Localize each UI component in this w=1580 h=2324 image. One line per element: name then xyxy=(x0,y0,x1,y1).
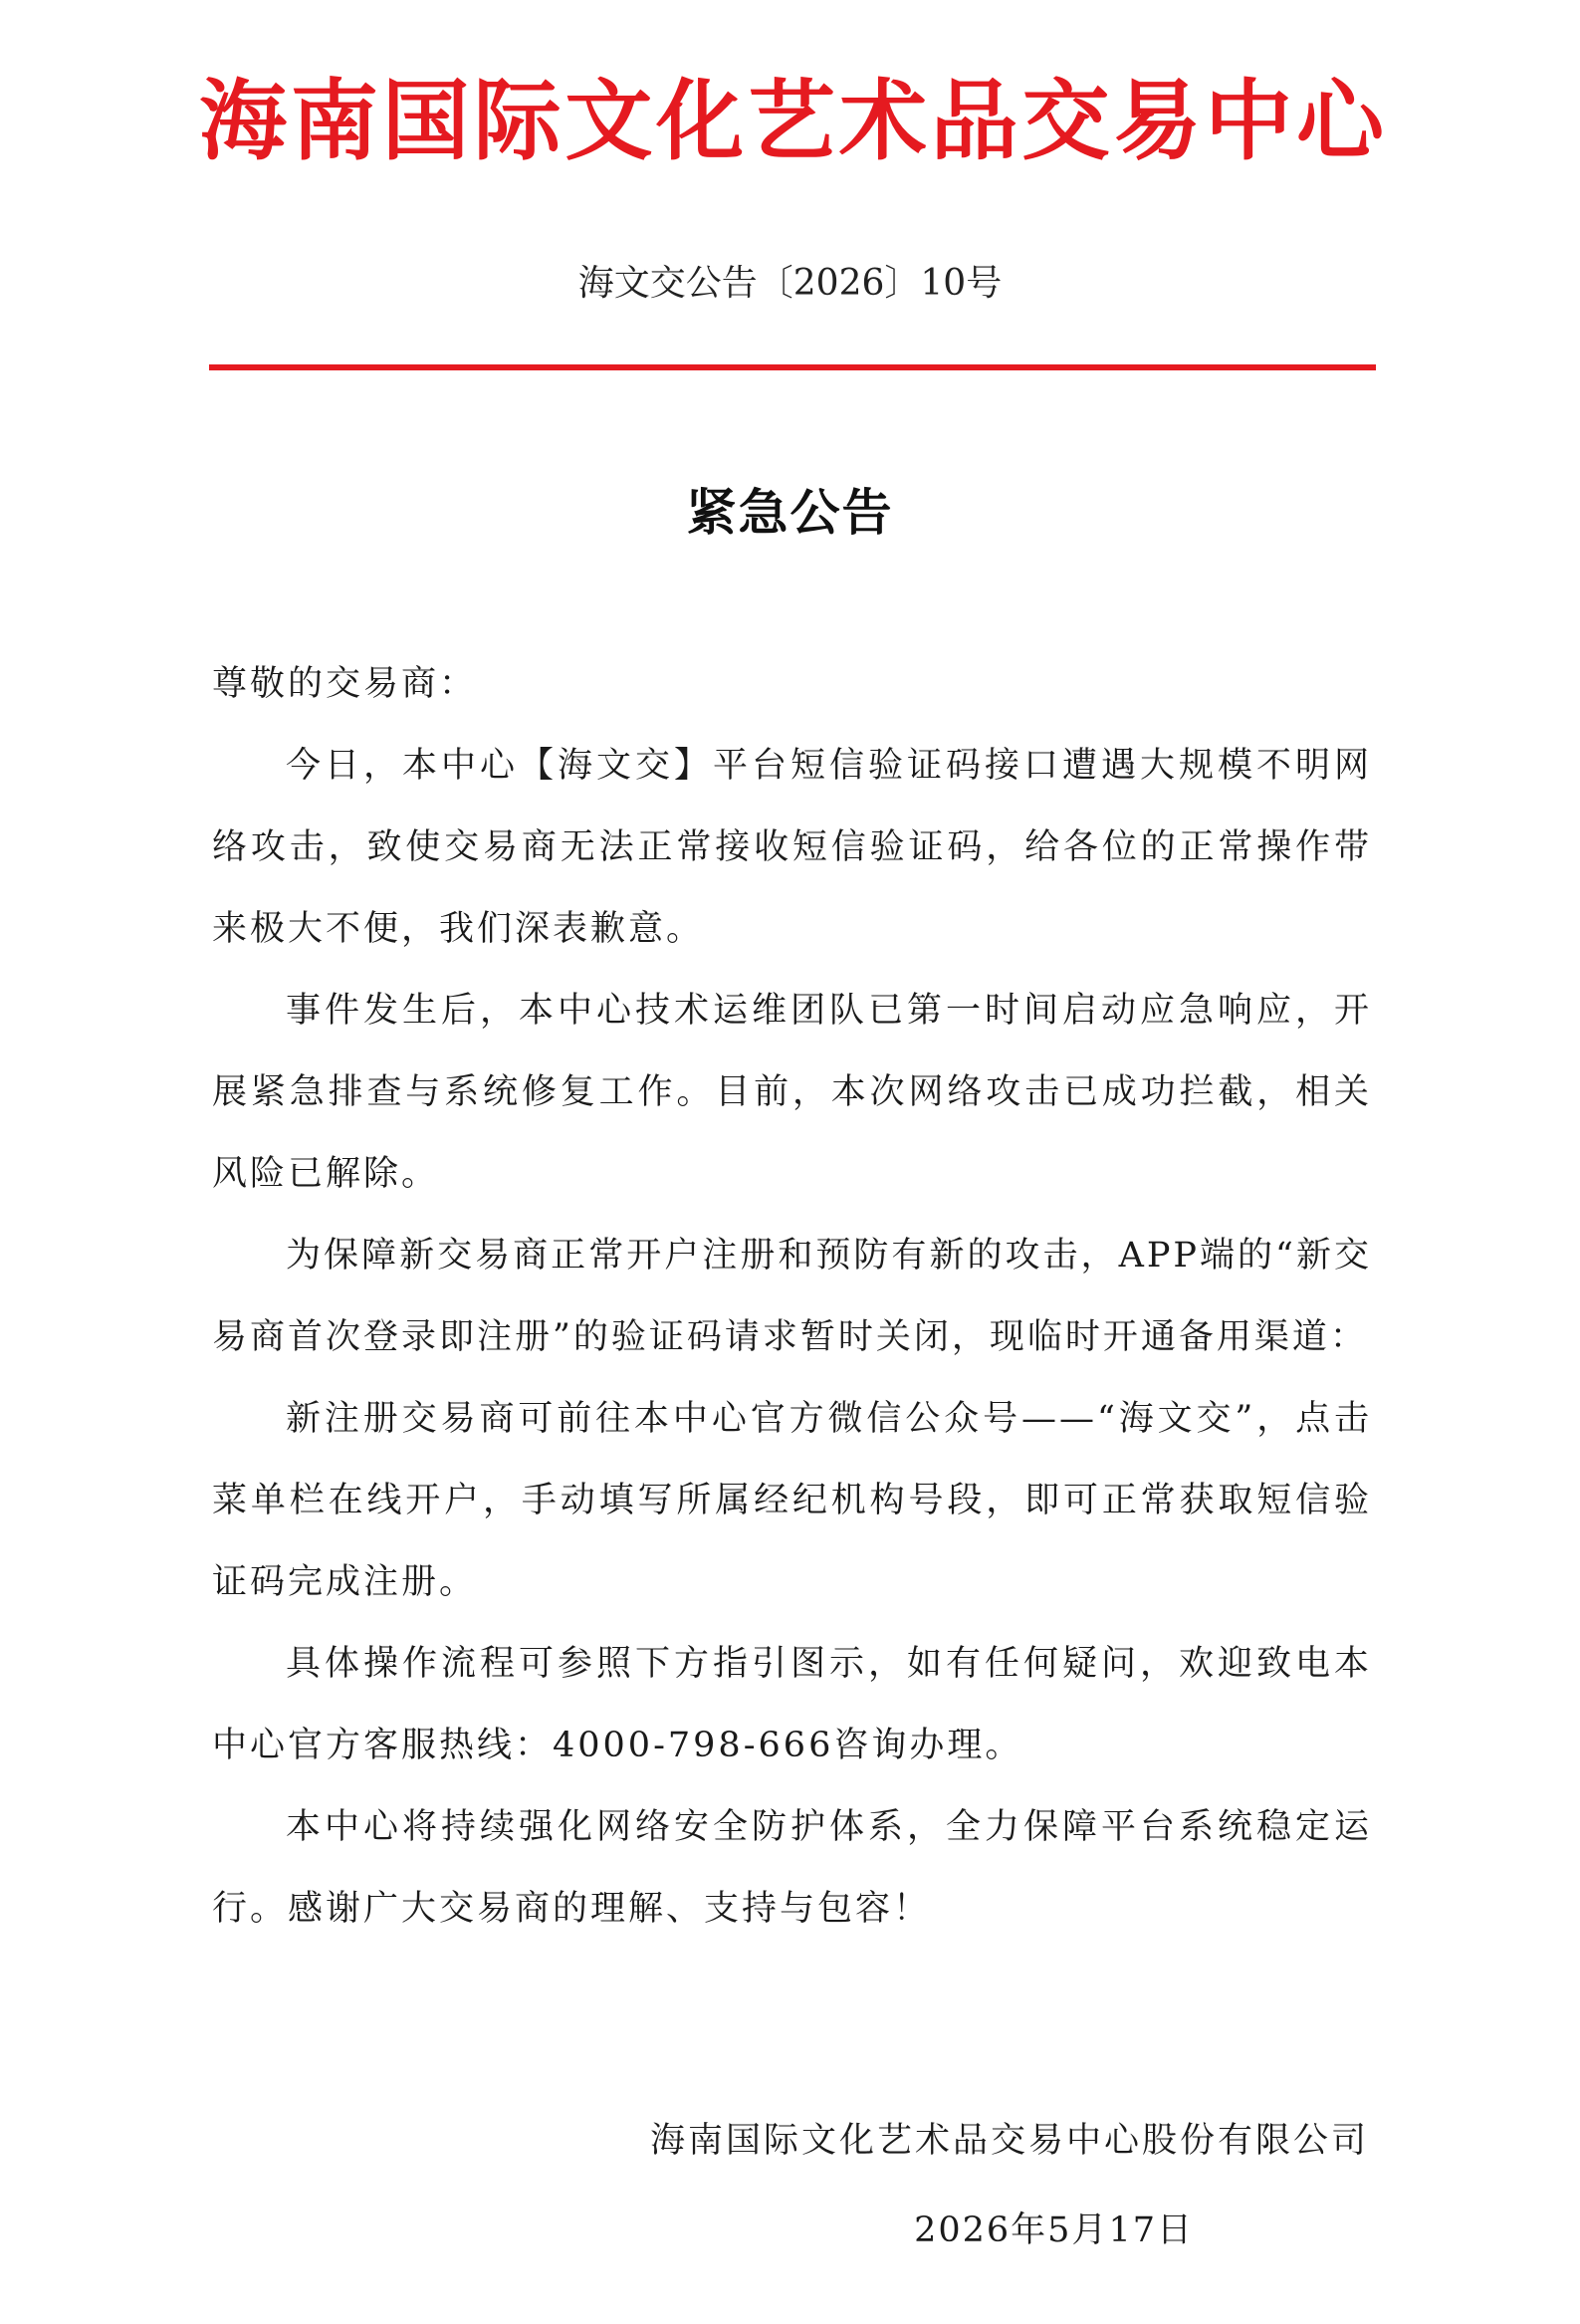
paragraph-hotline: 具体操作流程可参照下方指引图示，如有任何疑问，欢迎致电本中心官方客服热线：4000-798-666咨询办理。 xyxy=(212,1644,1372,1765)
issue-date: 2026年5月17日 xyxy=(914,2210,1194,2250)
notice-title: 紧急公告 xyxy=(686,483,894,542)
organization-header: 海南国际文化艺术品交易中心 xyxy=(199,70,1384,172)
company-signature: 海南国际文化艺术品交易中心股份有限公司 xyxy=(649,2121,1369,2161)
paragraph-closing-thanks: 本中心将持续强化网络安全防护体系，全力保障平台系统稳定运行。感谢广大交易商的理解、支持与包容！ xyxy=(212,1807,1372,1929)
paragraph-wechat-registration: 新注册交易商可前往本中心官方微信公众号——“海文交”，点击菜单栏在线开户，手动填写所属经纪机构号段，即可正常获取短信验证码完成注册。 xyxy=(212,1399,1372,1602)
salutation: 尊敬的交易商： xyxy=(212,664,478,704)
notice-body xyxy=(212,643,1372,1950)
paragraph-emergency-response: 事件发生后，本中心技术运维团队已第一时间启动应急响应，开展紧急排查与系统修复工作。目前，本次网络攻击已成功拦截，相关风险已解除。 xyxy=(212,991,1372,1194)
document-number: 海文交公告〔2026〕10号 xyxy=(577,263,1003,304)
red-divider-line xyxy=(209,364,1376,370)
paragraph-attack-apology: 今日，本中心【海文交】平台短信验证码接口遭遇大规模不明网络攻击，致使交易商无法正常接收短信验证码，给各位的正常操作带来极大不便，我们深表歉意。 xyxy=(212,746,1372,949)
paragraph-app-verification-closed: 为保障新交易商正常开户注册和预防有新的攻击，APP端的“新交易商首次登录即注册”的验证码请求暂时关闭，现临时开通备用渠道： xyxy=(212,1236,1372,1357)
